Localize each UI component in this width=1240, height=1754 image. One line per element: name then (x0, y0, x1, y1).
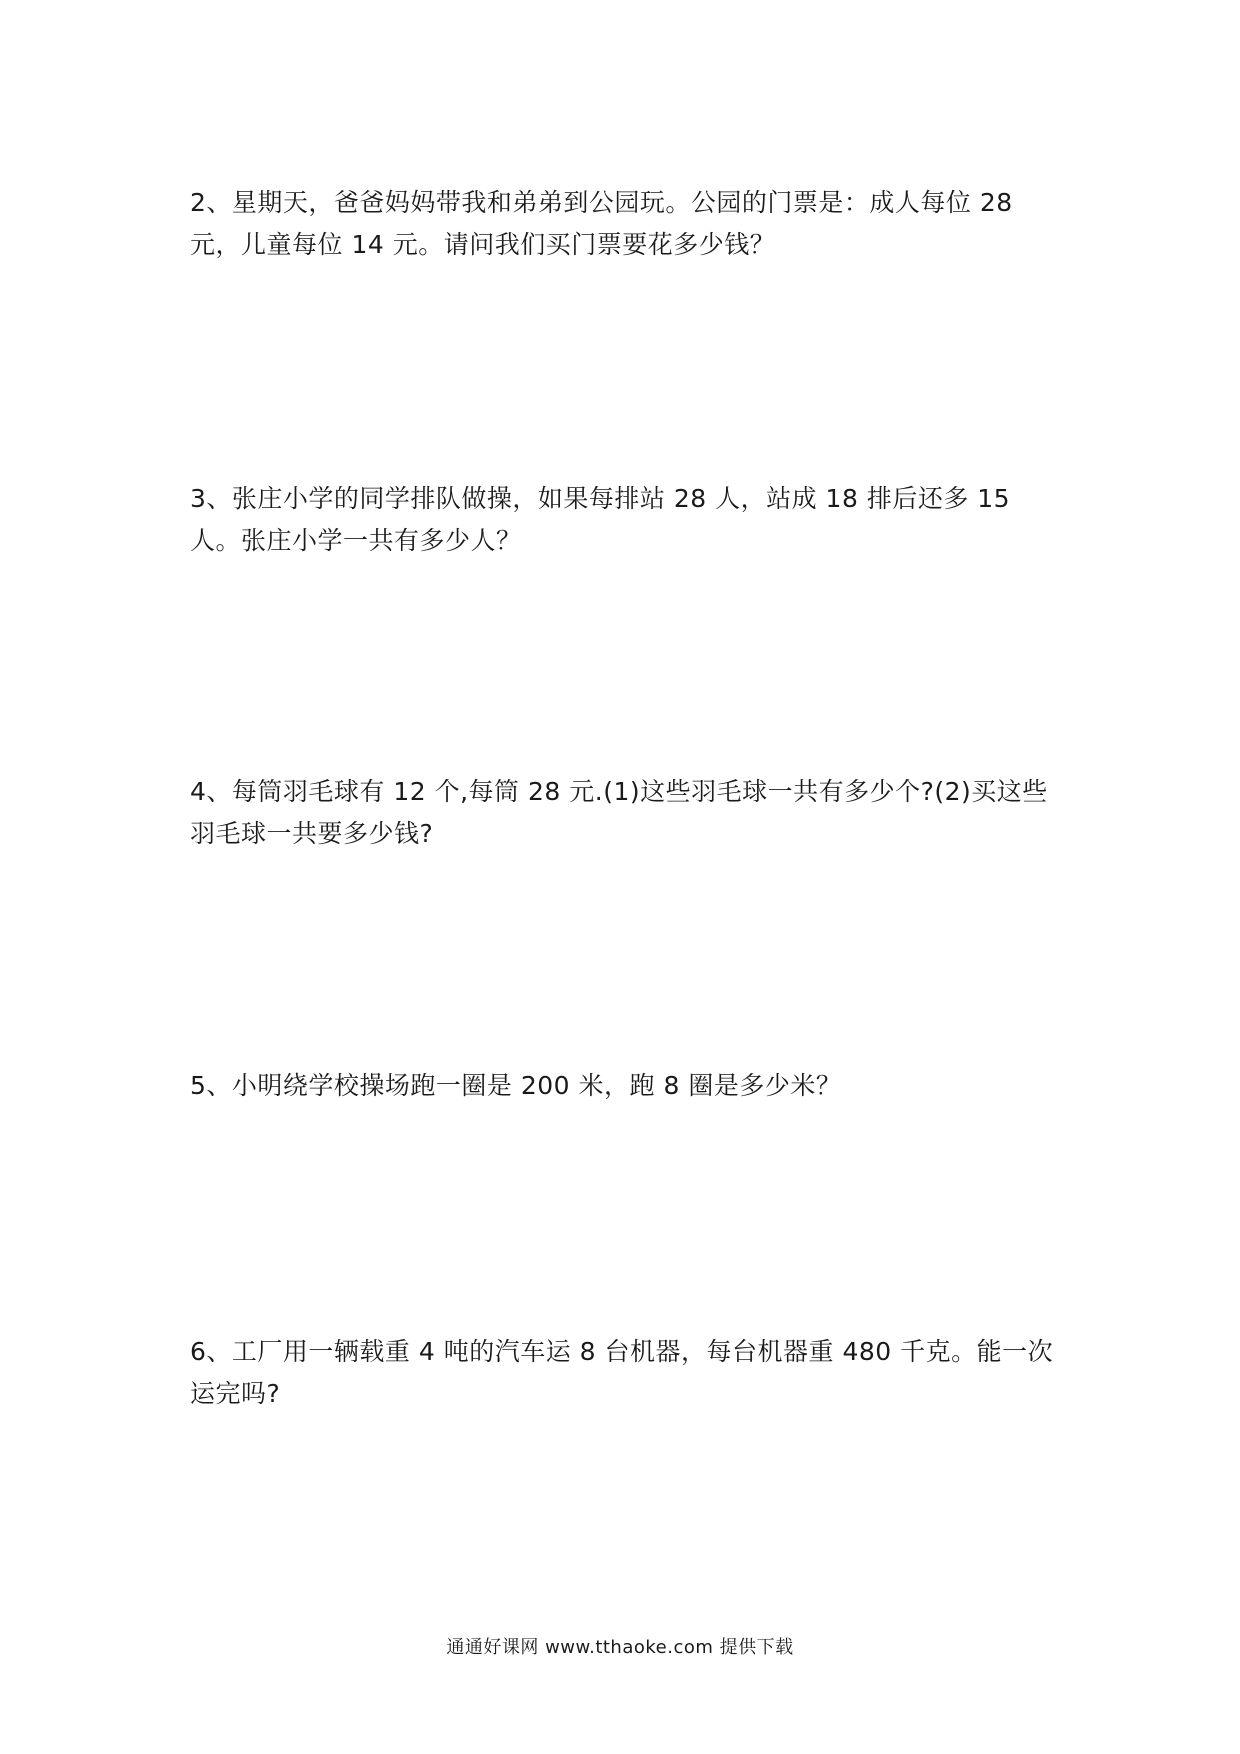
question-6: 6、工厂用一辆载重 4 吨的汽车运 8 台机器，每台机器重 480 千克。能一次运完吗? (190, 1337, 1054, 1408)
question-5: 5、小明绕学校操场跑一圈是 200 米，跑 8 圈是多少米？ (190, 1071, 842, 1100)
question-3: 3、张庄小学的同学排队做操，如果每排站 28 人，站成 18 排后还多 15 人。张庄小学一共有多少人？ (190, 484, 1011, 555)
question-2: 2、星期天，爸爸妈妈带我和弟弟到公园玩。公园的门票是：成人每位 28 元，儿童每位 14 元。请问我们买门票要花多少钱？ (190, 188, 1013, 259)
page-footer: 通通好课网 www.tthaoke.com 提供下载 (446, 1637, 794, 1658)
question-4: 4、每筒羽毛球有 12 个,每筒 28 元.(1)这些羽毛球一共有多少个?(2)买这些羽毛球一共要多少钱? (190, 777, 1048, 848)
